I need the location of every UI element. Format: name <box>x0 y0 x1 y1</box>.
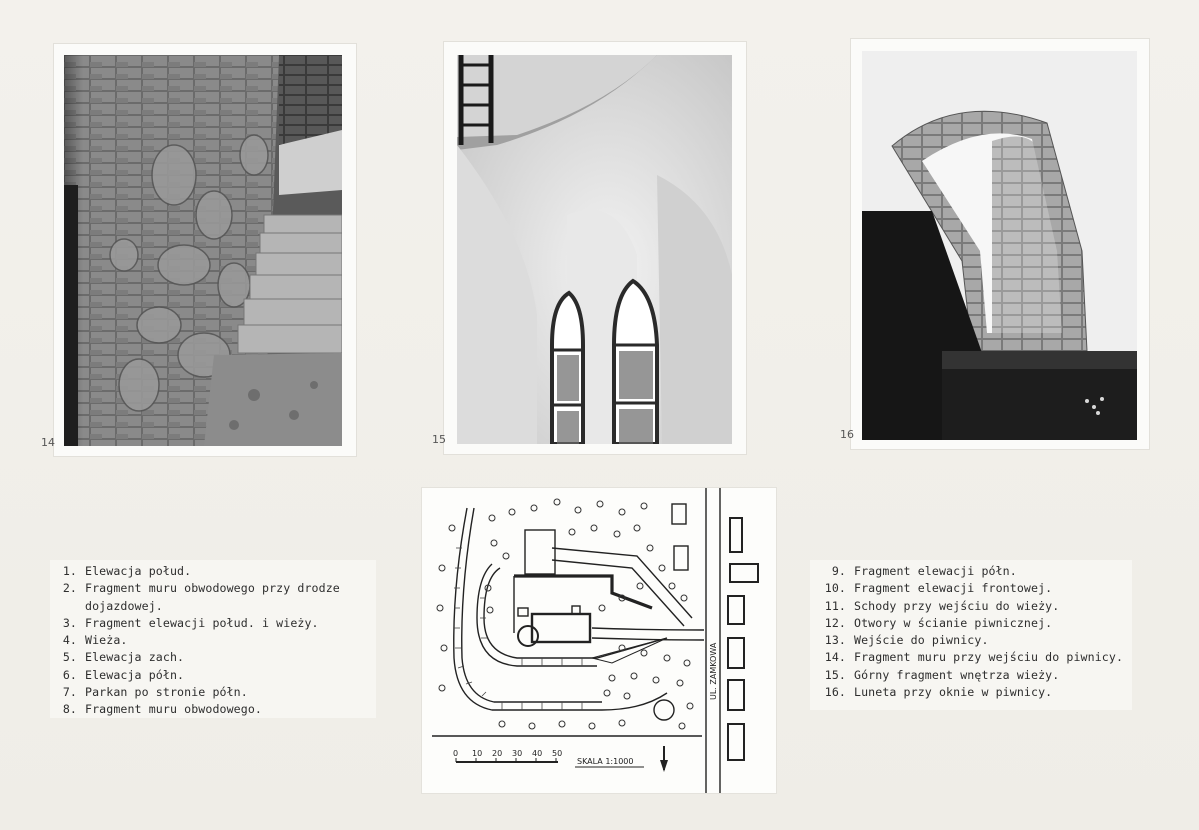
photo-card-16 <box>851 39 1149 449</box>
scale-tick: 10 <box>472 749 483 758</box>
photo-number-16: 16 <box>840 428 854 441</box>
photo-16-window-niche <box>862 51 1137 440</box>
scale-label: SKALA 1:1000 <box>577 757 634 766</box>
photo-14-brick-wall-stairs <box>64 55 342 446</box>
scale-tick: 0 <box>453 749 459 758</box>
street-label: UL. ZAMKOWA <box>709 642 718 700</box>
legend-item: 13. Wejście do piwnicy. <box>824 633 989 648</box>
legend-item: 15. Górny fragment wnętrza wieży. <box>824 667 1060 682</box>
legend-item: 4. Wieża. <box>62 633 128 648</box>
legend-item: 8. Fragment muru obwodowego. <box>62 702 263 717</box>
legend-item: 10. Fragment elewacji frontowej. <box>824 581 1053 596</box>
photo-number-15: 15 <box>432 433 446 446</box>
legend-item: 14. Fragment muru przy wejściu do piwnicy. <box>824 650 1124 665</box>
legend-item: 2. Fragment muru obwodowego przy drodze dojazdowej. <box>62 581 340 613</box>
photo-number-14: 14 <box>41 436 55 449</box>
legend-item: 1. Elewacja połud. <box>62 564 192 578</box>
site-plan <box>422 488 776 793</box>
scale-tick: 40 <box>532 749 543 758</box>
legend-item: 5. Elewacja zach. <box>62 650 185 665</box>
scale-tick: 30 <box>512 749 523 758</box>
legend-item: 12. Otwory w ścianie piwnicznej. <box>824 615 1053 630</box>
legend-left <box>50 560 376 718</box>
scale-tick: 50 <box>552 749 563 758</box>
legend-item: 9. Fragment elewacji półn. <box>831 564 1017 578</box>
legend-item: 16. Luneta przy oknie w piwnicy. <box>824 685 1053 700</box>
photo-15-tower-interior <box>457 55 732 444</box>
legend-item: 3. Fragment elewacji połud. i wieży. <box>62 615 319 630</box>
legend-item: 11. Schody przy wejściu do wieży. <box>824 598 1060 613</box>
photo-card-15 <box>444 42 746 454</box>
legend-item: 7. Parkan po stronie półn. <box>62 685 248 700</box>
legend-right <box>810 560 1132 710</box>
scale-tick: 20 <box>492 749 503 758</box>
photo-card-14 <box>54 44 356 456</box>
site-plan-drawing <box>422 488 776 793</box>
legend-item: 6. Elewacja półn. <box>62 667 185 682</box>
